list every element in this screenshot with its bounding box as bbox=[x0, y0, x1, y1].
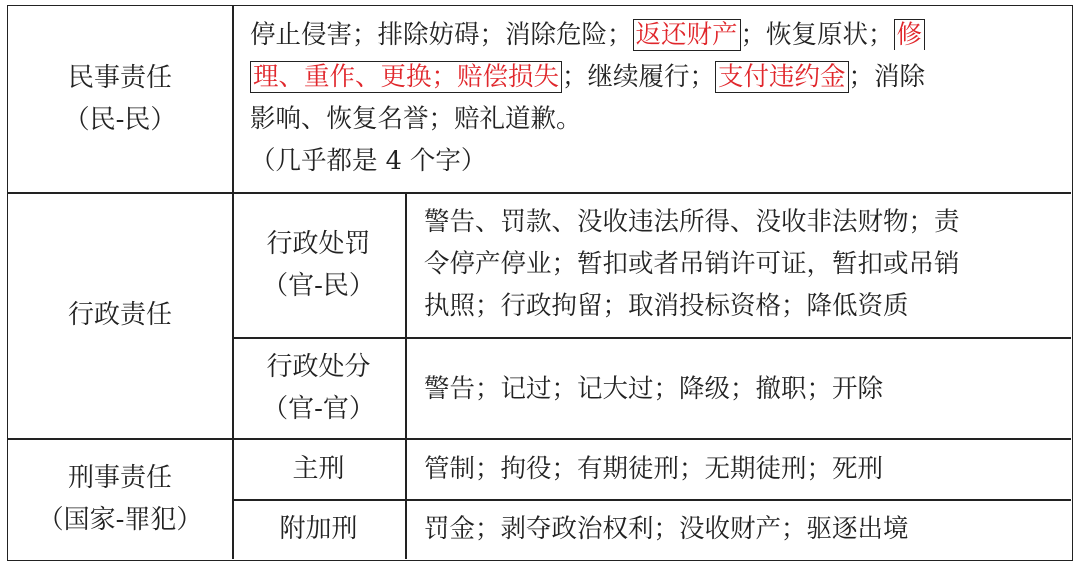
criminal-subtitle: （国家-罪犯） bbox=[37, 504, 203, 535]
admin-sanction-title: 行政处分 bbox=[266, 351, 371, 382]
civil-content bbox=[250, 14, 1065, 182]
civil-header-cell bbox=[8, 6, 232, 192]
admin-punish-line-2: 令停产停业；暂扣或者吊销许可证，暂扣或吊销 bbox=[424, 249, 960, 279]
admin-punish-title: 行政处罚 bbox=[266, 228, 371, 259]
admin-sanction-content: 警告；记过；记大过；降级；撤职；开除 bbox=[424, 374, 884, 404]
admin-sanction-cell bbox=[232, 337, 405, 438]
liability-table bbox=[7, 5, 1073, 561]
criminal-extra-title: 附加刑 bbox=[279, 514, 358, 544]
criminal-main-cell bbox=[232, 438, 405, 499]
criminal-title: 刑事责任 bbox=[67, 462, 172, 493]
admin-header-cell bbox=[8, 192, 232, 438]
civil-title: 民事责任 bbox=[67, 63, 172, 93]
criminal-extra-content: 罚金；剥夺政治权利；没收财产；驱逐出境 bbox=[424, 514, 909, 544]
criminal-main-content: 管制；拘役；有期徒刑；无期徒刑；死刑 bbox=[424, 454, 884, 484]
criminal-main-title: 主刑 bbox=[292, 453, 345, 484]
civil-subtitle: （民-民） bbox=[63, 105, 177, 135]
criminal-extra-cell bbox=[232, 499, 405, 559]
col-divider-2 bbox=[405, 192, 407, 559]
admin-punish-line-3: 执照；行政拘留；取消投标资格；降低资质 bbox=[424, 291, 909, 321]
admin-punish-line-1: 警告、罚款、没收违法所得、没收非法财物；责 bbox=[424, 207, 960, 237]
civil-highlight-repair-compensate: 理、重作、更换；赔偿损失 bbox=[250, 61, 562, 93]
admin-sanction-subtitle: （官-官） bbox=[262, 393, 375, 424]
admin-title: 行政责任 bbox=[67, 300, 172, 330]
civil-highlight-liquidated-damages: 支付违约金 bbox=[715, 61, 849, 93]
admin-punish-cell bbox=[232, 192, 405, 337]
civil-line-1: 停止侵害；排除妨碍；消除危险； 返还财产 ；恢复原状； 修 bbox=[250, 14, 1065, 56]
criminal-header-cell bbox=[8, 438, 232, 559]
civil-highlight-return-property: 返还财产 bbox=[633, 19, 741, 51]
admin-punish-subtitle: （官-民） bbox=[262, 270, 375, 301]
civil-line-4: （几乎都是 4 个字） bbox=[250, 146, 487, 176]
civil-highlight-repair-start: 修 bbox=[894, 19, 926, 50]
civil-line-3: 影响、恢复名誉；赔礼道歉。 bbox=[250, 104, 582, 134]
admin-punish-content bbox=[424, 201, 1064, 327]
civil-line-2: 理、重作、更换；赔偿损失 ；继续履行； 支付违约金 ；消除 bbox=[250, 56, 1065, 98]
